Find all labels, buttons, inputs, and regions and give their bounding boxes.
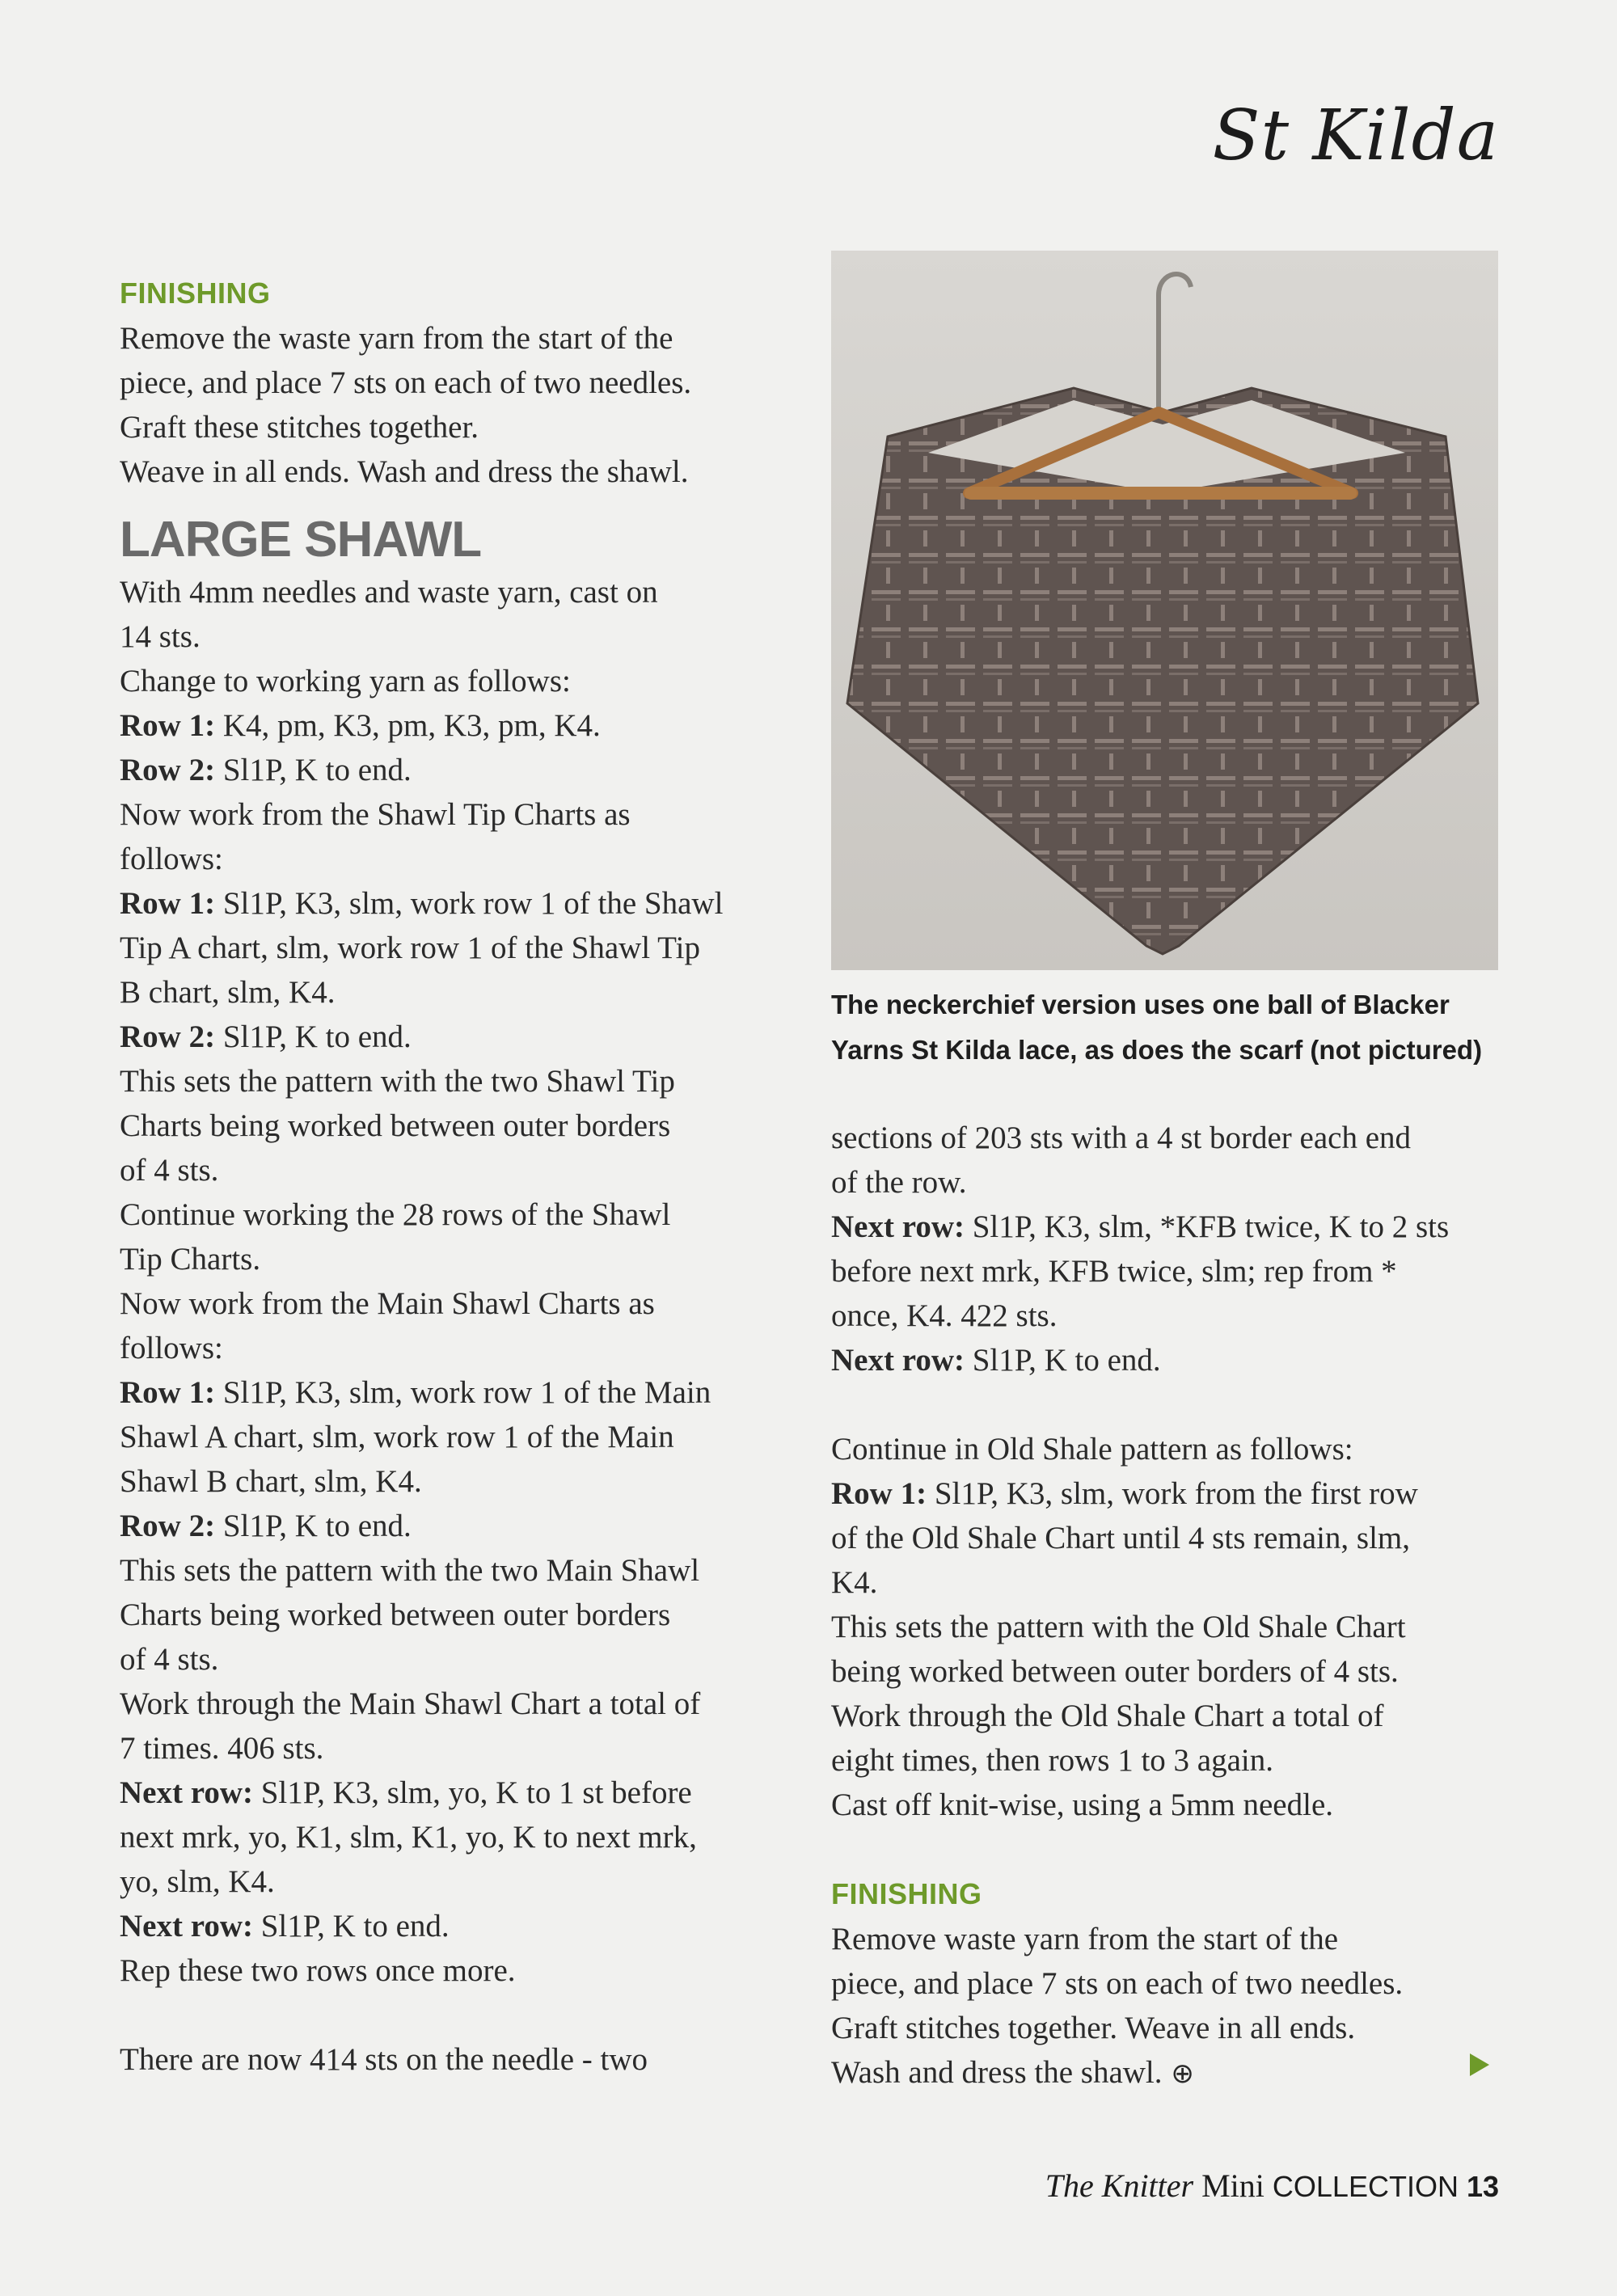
magazine-name: The Knitter: [1045, 2167, 1194, 2204]
stitch-count-line: There are now 414 sts on the needle - two: [120, 2042, 648, 2077]
mini-label: Mini: [1193, 2167, 1273, 2204]
old-shale-instructions: [831, 1427, 1502, 1827]
instruction-line: B chart, slm, K4.: [120, 975, 336, 1010]
large-shawl-heading: LARGE SHAWL: [120, 512, 482, 568]
instruction-line: Graft these stitches together.: [120, 410, 479, 445]
caption-line: Yarns St Kilda lace, as does the scarf (not pictured): [831, 1035, 1483, 1065]
instruction-line: Rep these two rows once more.: [120, 1953, 516, 1988]
instruction-line: Graft stitches together. Weave in all ends.: [831, 2011, 1356, 2045]
instruction-line: 7 times. 406 sts.: [120, 1731, 324, 1766]
page-footer: [1045, 2167, 1499, 2205]
row-label: Next row:: [831, 1343, 965, 1378]
instruction-line: eight times, then rows 1 to 3 again.: [831, 1743, 1273, 1778]
instruction-line: Row 2: Sl1P, K to end.: [120, 753, 412, 787]
instruction-line: Row 1: Sl1P, K3, slm, work row 1 of the Main: [120, 1375, 711, 1410]
instruction-line: once, K4. 422 sts.: [831, 1298, 1058, 1333]
shawl-illustration: [831, 251, 1498, 970]
instruction-line: Weave in all ends. Wash and dress the shawl.: [120, 454, 689, 489]
instruction-line: Charts being worked between outer borders: [120, 1597, 671, 1632]
instructions-block-1: [831, 1116, 1502, 1382]
instruction-line: Now work from the Shawl Tip Charts as: [120, 797, 631, 832]
instruction-line: Tip Charts.: [120, 1242, 261, 1277]
page-number: 13: [1466, 2170, 1499, 2203]
instruction-line: Continue in Old Shale pattern as follows:: [831, 1432, 1353, 1467]
page-title: St Kilda: [1212, 95, 1499, 176]
instruction-line: next mrk, yo, K1, slm, K1, yo, K to next mrk,: [120, 1820, 697, 1855]
instruction-line: Remove waste yarn from the start of the: [831, 1922, 1339, 1956]
instruction-line: K4.: [831, 1565, 878, 1600]
instruction-line: Wash and dress the shawl. ⊕: [831, 2055, 1194, 2090]
row-label: Row 1:: [120, 886, 216, 921]
instruction-line: This sets the pattern with the Old Shale Chart: [831, 1610, 1406, 1644]
row-label: Next row:: [120, 1909, 253, 1944]
row-label: Row 1:: [120, 708, 216, 743]
instruction-line: of 4 sts.: [120, 1153, 219, 1188]
continue-arrow-icon: [1470, 2053, 1489, 2076]
instruction-line: 14 sts.: [120, 619, 201, 654]
row-label: Next row:: [120, 1775, 253, 1810]
instruction-line: Work through the Old Shale Chart a total of: [831, 1699, 1384, 1733]
instruction-line: Cast off knit-wise, using a 5mm needle.: [831, 1787, 1334, 1822]
instruction-line: Next row: Sl1P, K3, slm, *KFB twice, K to 2 sts: [831, 1209, 1450, 1244]
collection-label: COLLECTION: [1272, 2170, 1459, 2203]
instruction-line: Tip A chart, slm, work row 1 of the Shawl Tip: [120, 931, 700, 965]
instruction-line: follows:: [120, 842, 223, 876]
row-label: Row 2:: [120, 1509, 216, 1543]
finishing-heading-2: FINISHING: [831, 1877, 982, 1910]
instruction-line: Now work from the Main Shawl Charts as: [120, 1286, 655, 1321]
instruction-line: Continue working the 28 rows of the Shawl: [120, 1197, 671, 1232]
finishing-text: [120, 316, 799, 494]
instruction-line: Shawl B chart, slm, K4.: [120, 1464, 422, 1499]
end-mark-icon: ⊕: [1162, 2058, 1194, 2090]
row-label: Next row:: [831, 1209, 965, 1244]
instruction-line: Row 1: Sl1P, K3, slm, work from the first row: [831, 1476, 1418, 1511]
instruction-line: of the row.: [831, 1165, 967, 1200]
finishing-heading: FINISHING: [120, 276, 271, 310]
instruction-line: Charts being worked between outer borders: [120, 1108, 671, 1143]
row-label: Row 1:: [831, 1476, 927, 1511]
instruction-line: Remove the waste yarn from the start of the: [120, 321, 673, 356]
instruction-line: of 4 sts.: [120, 1642, 219, 1677]
instruction-line: Work through the Main Shawl Chart a total of: [120, 1686, 701, 1721]
left-column: [120, 271, 799, 2082]
large-shawl-instructions: [120, 570, 799, 1993]
instruction-line: of the Old Shale Chart until 4 sts remain, slm,: [831, 1521, 1410, 1555]
instruction-line: piece, and place 7 sts on each of two needles.: [120, 365, 692, 400]
instruction-line: Next row: Sl1P, K3, slm, yo, K to 1 st before: [120, 1775, 692, 1810]
finishing-text-2: [831, 1917, 1502, 2096]
instruction-line: Row 1: K4, pm, K3, pm, K3, pm, K4.: [120, 708, 601, 743]
instruction-line: yo, slm, K4.: [120, 1864, 275, 1899]
instruction-line: sections of 203 sts with a 4 st border each end: [831, 1121, 1412, 1155]
instruction-line: This sets the pattern with the two Shawl Tip: [120, 1064, 675, 1099]
row-label: Row 2:: [120, 1019, 216, 1054]
instruction-line: Row 1: Sl1P, K3, slm, work row 1 of the Shawl: [120, 886, 724, 921]
photo-caption: [831, 982, 1502, 1073]
row-label: Row 1:: [120, 1375, 216, 1410]
row-label: Row 2:: [120, 753, 216, 787]
right-column: [831, 1116, 1502, 2096]
caption-line: The neckerchief version uses one ball of Blacker: [831, 990, 1450, 1019]
instruction-line: piece, and place 7 sts on each of two needles.: [831, 1966, 1404, 2001]
instruction-line: This sets the pattern with the two Main Shawl: [120, 1553, 700, 1588]
instruction-line: Change to working yarn as follows:: [120, 664, 571, 699]
instruction-line: Row 2: Sl1P, K to end.: [120, 1509, 412, 1543]
instruction-line: before next mrk, KFB twice, slm; rep from *: [831, 1254, 1397, 1289]
instruction-line: With 4mm needles and waste yarn, cast on: [120, 575, 658, 610]
instruction-line: being worked between outer borders of 4 sts.: [831, 1654, 1399, 1689]
instruction-line: Next row: Sl1P, K to end.: [831, 1343, 1161, 1378]
shawl-photo: [831, 251, 1498, 970]
instruction-line: Row 2: Sl1P, K to end.: [120, 1019, 412, 1054]
instruction-line: follows:: [120, 1331, 223, 1365]
instruction-line: Shawl A chart, slm, work row 1 of the Main: [120, 1420, 674, 1454]
instruction-line: Next row: Sl1P, K to end.: [120, 1909, 450, 1944]
